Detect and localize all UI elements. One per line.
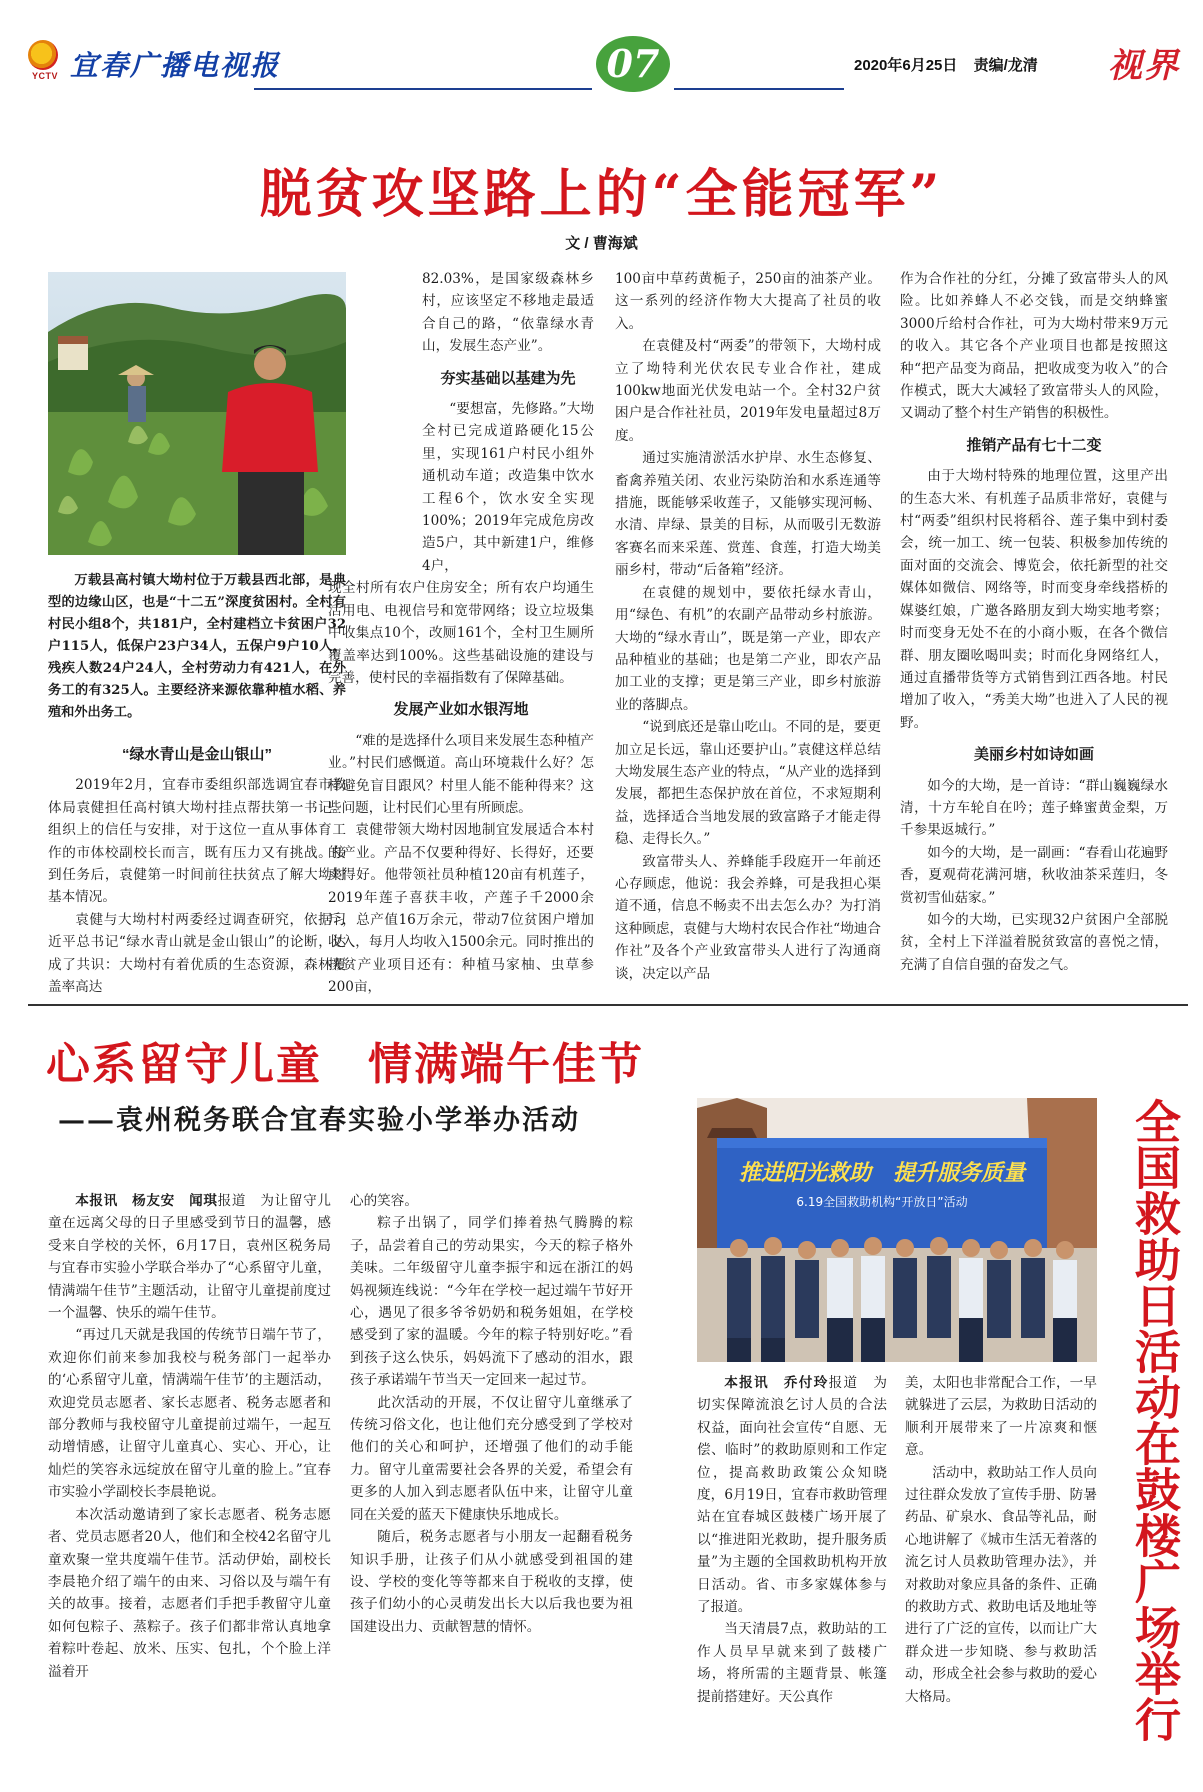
paragraph: 美，太阳也非常配合工作，一早就躲进了云层，为救助日活动的顺利开展带来了一片凉爽和惬意。 [905, 1375, 1097, 1459]
issue-meta [854, 54, 1050, 75]
paper-name: 宜春广播电视报 [70, 49, 281, 82]
article2-subtitle: ——袁州税务联合宜春实验小学举办活动 [58, 1105, 580, 1136]
paragraph: 如今的大坳，是一副画：“春看山花遍野香，夏观荷花满河塘，秋收油茶采莲归，冬赏初雪仙菇家。” [900, 844, 1168, 906]
paragraph [48, 1190, 331, 1324]
paragraph: “说到底还是靠山吃山。不同的是，要更加立足长远，靠山还要护山。”袁健这样总结大坳发展生态产业的特点，“从产业的选择到发展，都把生态保护放在首位，不求短期利益，选择适合当地发展的致富路子才能走得稳、走得长久。” [615, 719, 881, 848]
banner-text: 推进阳光救助 提升服务质量 [738, 1161, 1026, 1186]
article1-column-4 [900, 268, 1168, 976]
paragraph: “要想富，先修路。”大坳全村已完成道路硬化15公里，实现161户村民小组外通机动车道；改造集中饮水工程6个，饮水安全实现100%；2019年完成危房改造5户，其中新建1户，维修4户， [422, 401, 594, 574]
article1-column-3 [615, 268, 881, 985]
reporter-credit: 本报讯 杨友安 闻琪 [75, 1193, 218, 1208]
masthead [24, 38, 1180, 88]
article2-title: 心系留守儿童 情满端午佳节 [46, 1039, 644, 1090]
issue-date: 2020年6月25日 [854, 57, 958, 74]
paragraph: 心的笑容。 [350, 1193, 418, 1209]
article3-title: 全国救助日活动在鼓楼广场举行 [1129, 1098, 1181, 1742]
section-heading: 美丽乡村如诗如画 [973, 746, 1094, 764]
paragraph: 现全村所有农户住房安全；所有农户均通生活用电、电视信号和宽带网络；设立垃圾集中收集点10个，改厕161个，全村卫生厕所覆盖率达到100%。这些基础设施的建设与完善，使村民的幸福指数有了保障基础。 [328, 580, 594, 686]
section-divider [28, 1004, 1188, 1006]
paragraph: 如今的大坳，是一首诗：“群山巍巍绿水清，十方车轮自在吟；莲子蜂蜜黄金梨，万千参果返城行。” [900, 777, 1168, 839]
yctv-logo [28, 40, 62, 82]
reporter-credit: 本报讯 乔付玲 [724, 1375, 829, 1390]
paragraph: 粽子出锅了，同学们捧着热气腾腾的粽子，品尝着自己的劳动果实，今天的粽子格外美味。二年级留守儿童李振宇和远在浙江的妈妈视频连线说：“今年在学校一起过端午节好开心，遇见了很多爷爷奶奶和税务姐姐，在学校感受到了家的温暖。今年的粽子特别好吃。”看到孩子这么快乐，妈妈流下了感动的泪水，跟孩子承诺端午节当天一定回来一起过节。 [350, 1215, 633, 1389]
group-photo-icon [697, 1098, 1097, 1362]
paragraph: 本次活动邀请到了家长志愿者、税务志愿者、党员志愿者20人，他们和全校42名留守儿童欢聚一堂共度端午佳节。活动伊始，副校长李晨艳介绍了端午的由来、习俗以及与端午有关的故事。接着，志愿者们手把手教留守儿童如何包粽子、蒸粽子。孩子们都非常认真地拿着粽叶卷起、放米、压实、包扎，个个脸上洋溢着开 [48, 1506, 331, 1680]
farm-photo-icon [48, 272, 346, 555]
article1-column-1 [48, 744, 346, 998]
paragraph: 致富带头人、养蜂能手段庭开一年前还心存顾虑，他说：我会养蜂，可是我担心渠道不通，信息不畅卖不出去怎么办？为打消这种顾虑，袁健与大坳村农民合作社“坳迪合作社”及各个产业致富带头人进行了沟通商谈，决定以产品 [615, 853, 881, 982]
paragraph: 82.03%，是国家级森林乡村，应该坚定不移地走最适合自己的路，“依靠绿水青山，发展生态产业”。 [422, 271, 594, 355]
article3-column-2 [905, 1372, 1097, 1708]
article1-byline: 文 / 曹海斌 [565, 235, 638, 252]
paragraph: 袁健带领大坳村因地制宜发展适合本村的产业。产品不仅要种得好、长得好，还要卖得好。他带领社员种植120亩有机莲子，2019年莲子喜获丰收，产莲子千2000余斤，总产值16万余元，带动7位贫困户增加收入，每月人均收入1500余元。同时推出的扶贫产业项目还有：种植马家柚、虫草参200亩， [328, 822, 594, 996]
paragraph: “难的是选择什么项目来发展生态种植产业。”村民们感慨道。高山环境栽什么好？怎样避免盲目跟风？村里人能不能种得来？这些问题，让村民们心里有所顾虑。 [328, 732, 594, 816]
paragraph: 随后，税务志愿者与小朋友一起翻看税务知识手册，让孩子们从小就感受到祖国的建设、学校的变化等等都来自于税收的支撑，使孩子们幼小的心灵萌发出长大以后我也要为祖国建设出力、贡献智慧的情怀。 [350, 1529, 633, 1635]
section-heading: 推销产品有七十二变 [966, 436, 1102, 454]
page-number: 07 [596, 36, 670, 92]
article2-column-1 [48, 1190, 331, 1683]
article1-title: 脱贫攻坚路上的“全能冠军” [259, 164, 944, 225]
paragraph: 如今的大坳，已实现32户贫困户全部脱贫，全村上下洋溢着脱贫致富的喜悦之情，充满了自信自强的奋发之气。 [900, 911, 1168, 973]
article2-column-2 [350, 1190, 633, 1638]
logo-text: YCTV [31, 71, 58, 81]
paragraph [697, 1372, 887, 1618]
paragraph: 作为合作社的分红，分摊了致富带头人的风险。比如养蜂人不必交钱，而是交纳蜂蜜3000斤给村合作社，可为大坳村带来9万元的收入。其它各个产业项目也都是按照这种“把产品变为商品，把收成变为收入”的合作模式，既大大减轻了致富带头人的风险，又调动了整个村生产销售的积极性。 [900, 271, 1168, 422]
paragraph: 在袁健及村“两委”的带领下，大坳村成立了坳特利光伏农民专业合作社，建成100kw地面光伏发电站一个。全村32户贫困户是合作社社员，2019年发电量超过8万度。 [615, 338, 881, 444]
section-heading: “绿水青山是金山银山” [121, 746, 272, 763]
photo-caption: 万载县高村镇大坳村位于万载县西北部，是典型的边缘山区，也是“十二五”深度贫困村。全村有村民小组8个，共181户，全村建档立卡贫困户32户115人，低保户23户34人，五保户9户10人，残疾人数24户24人，全村劳动力有421人，在外务工的有325人。主要经济来源依靠种植水稻、养殖和外出务工。 [48, 573, 346, 720]
section-heading: 发展产业如水银泻地 [393, 701, 529, 719]
paragraph: “再过几天就是我国的传统节日端午节了，欢迎你们前来参加我校与税务部门一起举办的‘心系留守儿童，情满端午佳节’的主题活动，欢迎党员志愿者、家长志愿者、税务志愿者和部分教师与我校留守儿童提前过端午，一起互动增情感，让留守儿童真心、实心、开心，让灿烂的笑容永远绽放在留守儿童的脸上。”宜春市实验小学副校长李晨艳说。 [48, 1327, 331, 1501]
paragraph: 在袁健的规划中，要依托绿水青山，用“绿色、有机”的农副产品带动乡村旅游。大坳的“绿水青山”，既是第一产业，即农产品种植业的基础；也是第二产业，即农产品加工业的支撑；更是第三产业，即乡村旅游业的落脚点。 [615, 584, 881, 713]
paragraph: 活动中，救助站工作人员向过往群众发放了宣传手册、防暑药品、矿泉水、食品等礼品，耐心地讲解了《城市生活无着落的流乞讨人员救助管理办法》，并对救助对象应具备的条件、正确的救助方式、救助电话及地址等进行了广泛的宣传，以而让广大群众进一步知晓、参与救助活动，形成全社会参与救助的爱心大格局。 [905, 1464, 1097, 1705]
header-rule-left [254, 88, 592, 90]
article3-column-1 [697, 1372, 887, 1708]
banner-subtext: 6.19全国救助机构“开放日”活动 [796, 1195, 968, 1209]
header-rule-right [674, 88, 844, 90]
issue-editor: 责编/龙清 [973, 57, 1038, 74]
paragraph: 袁健与大坳村村两委经过调查研究，依据习近平总书记“绿水青山就是金山银山”的论断，达成了共识：大坳村有着优质的生态资源，森林覆盖率高达 [48, 911, 346, 996]
paragraph: 2019年2月，宜春市委组织部选调宜春市教体局袁健担任高村镇大坳村挂点帮扶第一书记。组织上的信任与安排，对于这位一直从事体育工作的市体校副校长而言，既有压力又有挑战。接到任务后，袁健第一时间前往扶贫点了解大坳村基本情况。 [48, 777, 346, 906]
section-heading: 夯实基础以基建为先 [440, 369, 576, 387]
sun-logo-icon [28, 40, 58, 70]
paragraph: 100亩中草药黄栀子，250亩的油茶产业。这一系列的经济作物大大提高了社员的收入。 [615, 271, 881, 332]
section-name: 视界 [1108, 46, 1180, 86]
paragraph: 此次活动的开展，不仅让留守儿童继承了传统习俗文化，也让他们充分感受到了学校对他们的关心和呵护，还增强了他们的动手能力。留守儿童需要社会各界的关爱，希望会有更多的人加入到志愿者队伍中来，让留守儿童同在关爱的蓝天下健康快乐地成长。 [350, 1394, 633, 1523]
paragraph-text: 报道 为切实保障流浪乞讨人员的合法权益，面向社会宣传“自愿、无偿、临时”的救助原则和工作定位，提高救助政策公众知晓度，6月19日，宜春市救助管理站在宜春城区鼓楼广场开展了以“推进阳光救助，提升服务质量”为主题的全国救助机构开放日活动。省、市多家媒体参与了报道。 [697, 1375, 887, 1616]
paragraph: 由于大坳村特殊的地理位置，这里产出的生态大米、有机莲子品质非常好，袁健与村“两委”组织村民将稻谷、莲子集中到村委会，统一加工、统一包装、积极参加传统的面对面的交流会、博览会，依托新型的社交媒体如微信、网络等，时而变身牵线搭桥的媒婆红娘，广邀各路朋友到大坳实地考察；时而变身无处不在的小商小贩，在各个微信群、朋友圈吆喝叫卖；时而化身网络红人，通过直播带货等方式销售到江西各地。村民增加了收入，“秀美大坳”也进入了人民的视野。 [900, 468, 1168, 731]
paragraph: 通过实施清淤活水护岸、水生态修复、畜禽养殖关闭、农业污染防治和水系连通等措施，既能够采收莲子，又能够实现河畅、水清、岸绿、景美的目标，从而吸引无数游客赛名而来采莲、赏莲、食莲，打造大坳美丽乡村，带动“后备箱”经济。 [615, 450, 881, 579]
article1-column-2 [328, 268, 594, 999]
paragraph-text: 报道 为让留守儿童在远离父母的日子里感受到节日的温馨，感受来自学校的关怀，6月17日，袁州区税务局与宜春市实验小学联合举办了“心系留守儿童，情满端午佳节”主题活动，让留守儿童提前度过一个温馨、快乐的端午佳节。 [48, 1193, 332, 1322]
paragraph: 当天清晨7点，救助站的工作人员早早就来到了鼓楼广场，将所需的主题背景、帐篷提前搭建好。天公真作 [697, 1621, 887, 1705]
